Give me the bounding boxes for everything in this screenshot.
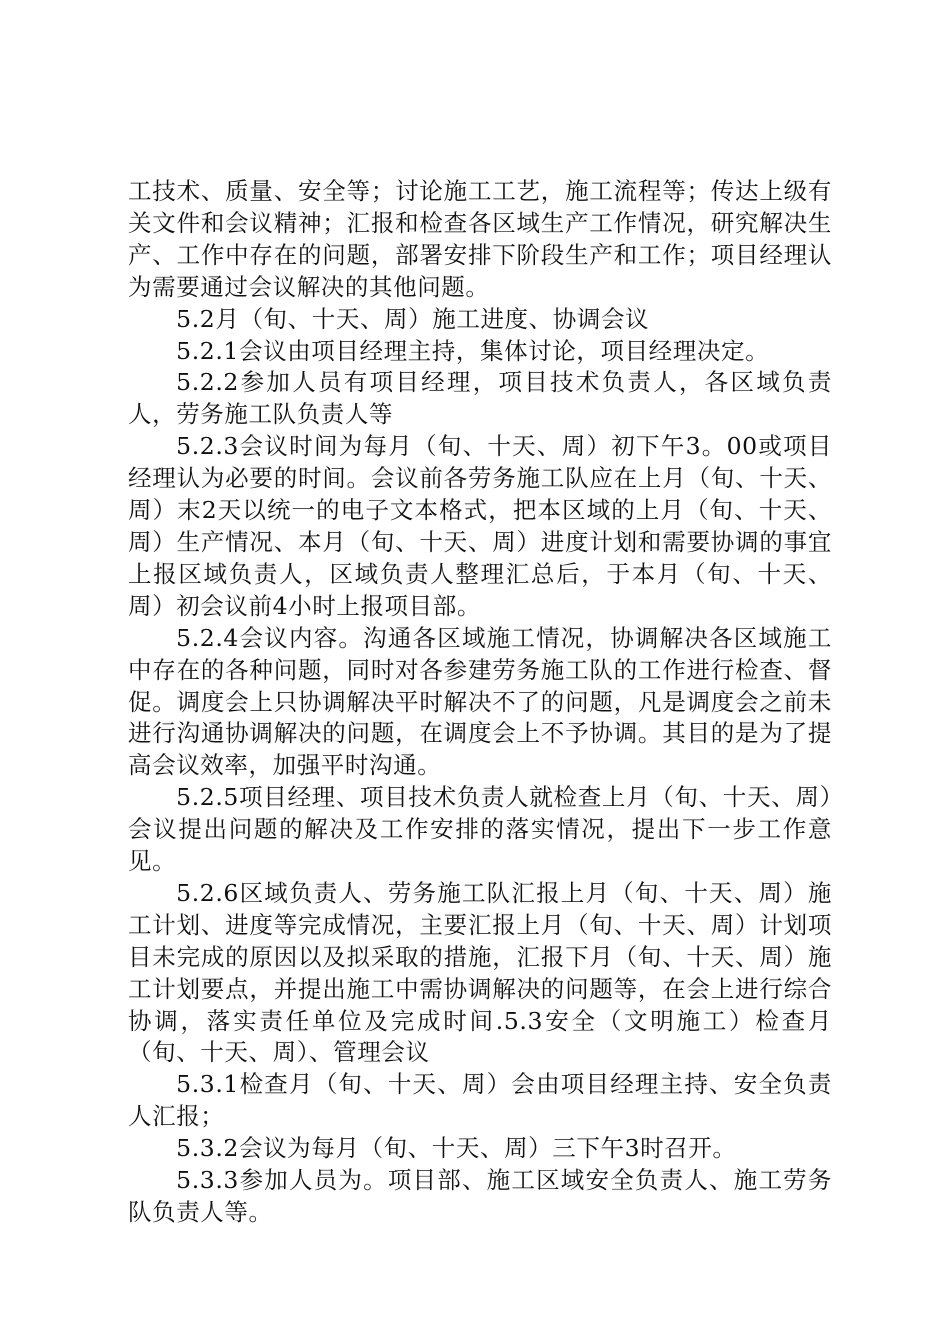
paragraph-5-2-1: 5.2.1会议由项目经理主持，集体讨论，项目经理决定。 [176, 336, 770, 365]
paragraph-continuation: 工技术、质量、安全等；讨论施工工艺，施工流程等；传达上级有关文件和会议精神；汇报和检查各区域生产工作情况，研究解决生产、工作中存在的问题，部署安排下阶段生产和工作；项目经理认为需要通过会议解决的其他问题。 [128, 177, 832, 301]
paragraph-5-2-6: 5.2.6区域负责人、劳务施工队汇报上月（旬、十天、周）施工计划、进度等完成情况，主要汇报上月（旬、十天、周）计划项目未完成的原因以及拟采取的措施，汇报下月（旬、十天、周）施工计划要点，并提出施工中需协调解决的问题等，在会上进行综合协调，落实责任单位及完成时间.5.3安全（文明施工）检查月（旬、十天、周）、管理会议 [128, 878, 832, 1067]
paragraph-5-3-3: 5.3.3参加人员为。项目部、施工区域安全负责人、施工劳务队负责人等。 [128, 1166, 832, 1226]
paragraph-5-3-2: 5.3.2会议为每月（旬、十天、周）三下午3时召开。 [176, 1134, 737, 1163]
section-heading-5-2: 5.2月（旬、十天、周）施工进度、协调会议 [176, 304, 650, 333]
document-body [128, 176, 832, 1229]
paragraph-5-2-3: 5.2.3会议时间为每月（旬、十天、周）初下午3。00或项目经理认为必要的时间。会议前各劳务施工队应在上月（旬、十天、周）末2天以统一的电子文本格式，把本区域的上月（旬、十天、周）生产情况、本月（旬、十天、周）进度计划和需要协调的事宜上报区域负责人，区域负责人整理汇总后，于本月（旬、十天、周）初会议前4小时上报项目部。 [128, 432, 832, 620]
paragraph-5-2-4: 5.2.4会议内容。沟通各区域施工情况，协调解决各区域施工中存在的各种问题，同时对各参建劳务施工队的工作进行检查、督促。调度会上只协调解决平时解决不了的问题，凡是调度会之前未进行沟通协调解决的问题，在调度会上不予协调。其目的是为了提高会议效率，加强平时沟通。 [128, 623, 832, 780]
paragraph-5-3-1: 5.3.1检查月（旬、十天、周）会由项目经理主持、安全负责人汇报； [128, 1070, 832, 1131]
paragraph-5-2-5: 5.2.5项目经理、项目技术负责人就检查上月（旬、十天、周）会议提出问题的解决及工作安排的落实情况，提出下一步工作意见。 [128, 783, 832, 876]
paragraph-5-2-2: 5.2.2参加人员有项目经理，项目技术负责人，各区域负责人，劳务施工队负责人等 [128, 368, 832, 429]
